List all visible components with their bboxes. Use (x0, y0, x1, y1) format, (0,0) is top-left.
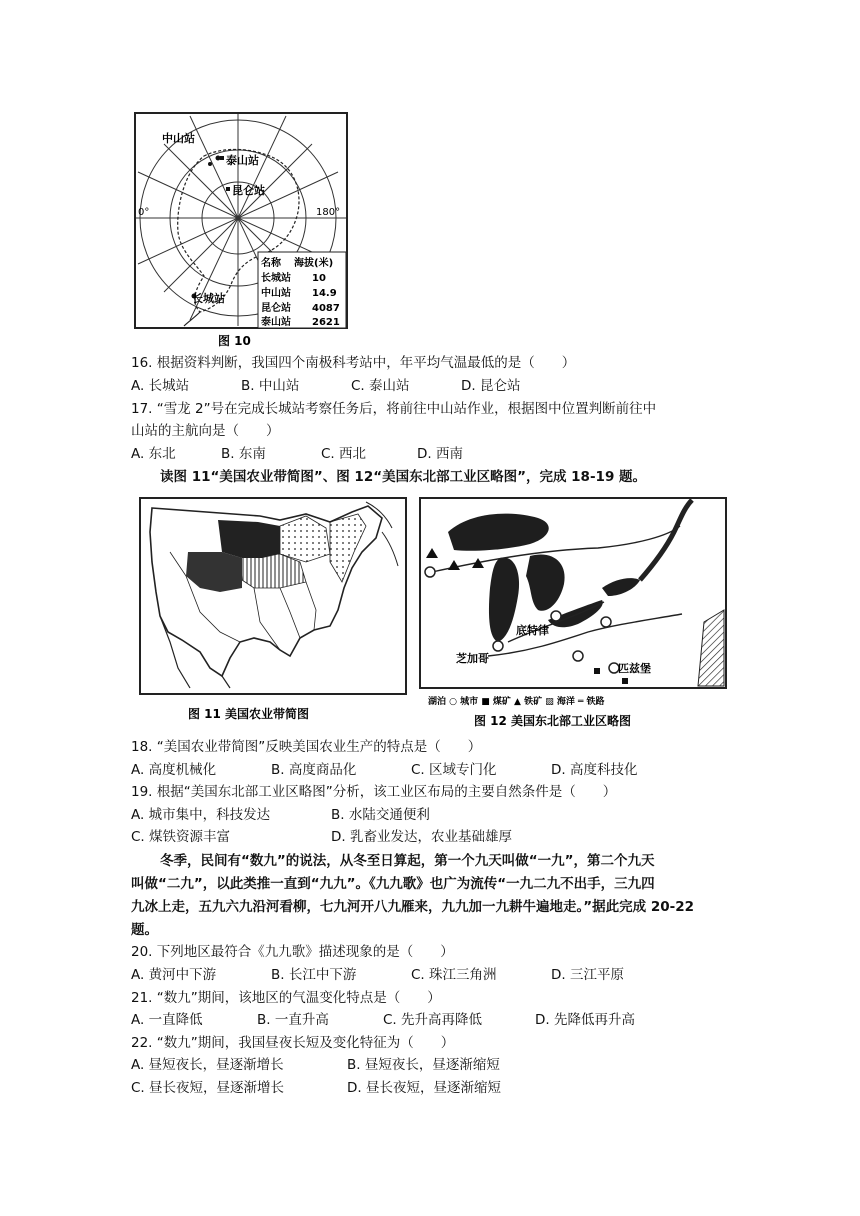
q19-option-a[interactable]: A. 城市集中，科技发达 (131, 807, 271, 823)
question-16-stem: 16. 根据资料判断，我国四个南极科考站中，年平均气温最低的是（ ） (131, 355, 576, 371)
figure-12-caption: 图 12 美国东北部工业区略图 (474, 714, 632, 728)
city-detroit (551, 611, 561, 621)
figure-11-caption: 图 11 美国农业带简图 (188, 707, 310, 721)
q16-option-d[interactable]: D. 昆仑站 (461, 378, 521, 394)
question-18-stem: 18. “美国农业带简图”反映美国农业生产的特点是（ ） (131, 739, 482, 755)
q19-option-c[interactable]: C. 煤铁资源丰富 (131, 829, 231, 845)
coal-mine-1 (594, 668, 600, 674)
figure-12-legend: 湖泊 ○ 城市 ■ 煤矿 ▲ 铁矿 ▨ 海洋 ═ 铁路 (428, 697, 605, 707)
svg-text:14.9: 14.9 (312, 288, 337, 299)
question-17-stem-line2: 山站的主航向是（ ） (131, 423, 280, 439)
q20-option-b[interactable]: B. 长江中下游 (271, 967, 357, 983)
svg-text:2621: 2621 (312, 317, 340, 328)
intro-18-19: 读图 11“美国农业带简图”、图 12“美国东北部工业区略图”，完成 18-19 题。 (160, 469, 647, 485)
zhongshan-station-label: 中山站 (162, 132, 195, 145)
city-pittsburgh-area (573, 651, 583, 661)
svg-text:中山站: 中山站 (261, 288, 291, 299)
passage-line-1: 冬季，民间有“数九”的说法，从冬至日算起，第一个九天叫做“一九”，第二个九天 (160, 853, 655, 869)
svg-text:泰山站: 泰山站 (261, 317, 291, 328)
q22-option-d[interactable]: D. 昼长夜短，昼逐渐缩短 (347, 1080, 501, 1096)
question-19-stem: 19. 根据“美国东北部工业区略图”分析，该工业区布局的主要自然条件是（ ） (131, 784, 617, 800)
q20-option-d[interactable]: D. 三江平原 (551, 967, 624, 983)
city-chicago (493, 641, 503, 651)
q21-option-c[interactable]: C. 先升高再降低 (383, 1012, 483, 1028)
detroit-label: 底特律 (516, 624, 549, 637)
zhongshan-station-marker (216, 156, 221, 161)
pittsburgh-label: 匹兹堡 (618, 662, 651, 675)
svg-text:10: 10 (312, 273, 326, 284)
taishan-station-marker (220, 156, 224, 160)
q22-option-c[interactable]: C. 昼长夜短，昼逐渐增长 (131, 1080, 285, 1096)
longitude-0-label: 0° (138, 207, 150, 218)
passage-line-2: 叫做“二九”，以此类推一直到“九九”。《九九歌》也广为流传“一九二九不出手，三九四 (131, 876, 655, 892)
svg-text:昆仑站: 昆仑站 (261, 303, 291, 314)
q16-option-a[interactable]: A. 长城站 (131, 378, 190, 394)
q17-option-c[interactable]: C. 西北 (321, 446, 367, 462)
q18-option-d[interactable]: D. 高度科技化 (551, 762, 638, 778)
q20-option-c[interactable]: C. 珠江三角洲 (411, 967, 497, 983)
q18-option-a[interactable]: A. 高度机械化 (131, 762, 217, 778)
station-altitude-table (258, 252, 346, 328)
q21-option-a[interactable]: A. 一直降低 (131, 1012, 203, 1028)
us-agriculture-svg (130, 492, 412, 732)
q18-option-b[interactable]: B. 高度商品化 (271, 762, 357, 778)
figure-10-antarctica-map (134, 112, 348, 348)
q17-option-a[interactable]: A. 东北 (131, 446, 176, 462)
figure-12-us-industrial-map (418, 492, 730, 732)
q19-option-b[interactable]: B. 水陆交通便利 (331, 807, 430, 823)
q18-option-c[interactable]: C. 区域专门化 (411, 762, 497, 778)
q17-option-d[interactable]: D. 西南 (417, 446, 463, 462)
q16-option-b[interactable]: B. 中山站 (241, 378, 300, 394)
question-17-stem-line1: 17. “雪龙 2”号在完成长城站考察任务后，将前往中山站作业，根据图中位置判断前往中 (131, 401, 657, 417)
svg-text:长城站: 长城站 (261, 273, 291, 284)
longitude-180-label: 180° (316, 207, 341, 218)
svg-text:名称: 名称 (261, 258, 281, 269)
svg-text:海拔(米): 海拔(米) (294, 258, 334, 269)
dairy-belt (218, 520, 280, 558)
figure-10-caption: 图 10 (218, 334, 251, 348)
q22-option-b[interactable]: B. 昼短夜长，昼逐渐缩短 (347, 1057, 500, 1073)
kunlun-station-marker (226, 187, 230, 191)
taishan-station-label: 泰山站 (226, 154, 259, 167)
q17-option-b[interactable]: B. 东南 (221, 446, 266, 462)
chicago-label: 芝加哥 (456, 652, 489, 665)
question-22-stem: 22. “数九”期间，我国昼夜长短及变化特征为（ ） (131, 1035, 455, 1051)
passage-line-4: 题。 (131, 922, 158, 938)
q19-option-d[interactable]: D. 乳畜业发达，农业基础雄厚 (331, 829, 512, 845)
kunlun-station-label: 昆仑站 (232, 184, 265, 197)
q16-option-c[interactable]: C. 泰山站 (351, 378, 410, 394)
passage-line-3: 九冰上走，五九六九沿河看柳，七九河开八九雁来，九九加一九耕牛遍地走。”据此完成 20-22 (131, 899, 694, 915)
antarctica-map-svg (134, 112, 348, 348)
coal-mine-2 (622, 678, 628, 684)
svg-text:4087: 4087 (312, 303, 340, 314)
q21-option-d[interactable]: D. 先降低再升高 (535, 1012, 635, 1028)
question-21-stem: 21. “数九”期间，该地区的气温变化特点是（ ） (131, 990, 441, 1006)
city-duluth (425, 567, 435, 577)
question-20-stem: 20. 下列地区最符合《九九歌》描述现象的是（ ） (131, 944, 454, 960)
us-industrial-svg (418, 492, 730, 732)
figure-11-us-agriculture-map (130, 492, 412, 732)
city-cleveland (601, 617, 611, 627)
q21-option-b[interactable]: B. 一直升高 (257, 1012, 329, 1028)
changcheng-station-label: 长城站 (192, 292, 225, 305)
q20-option-a[interactable]: A. 黄河中下游 (131, 967, 217, 983)
q22-option-a[interactable]: A. 昼短夜长，昼逐渐增长 (131, 1057, 284, 1073)
